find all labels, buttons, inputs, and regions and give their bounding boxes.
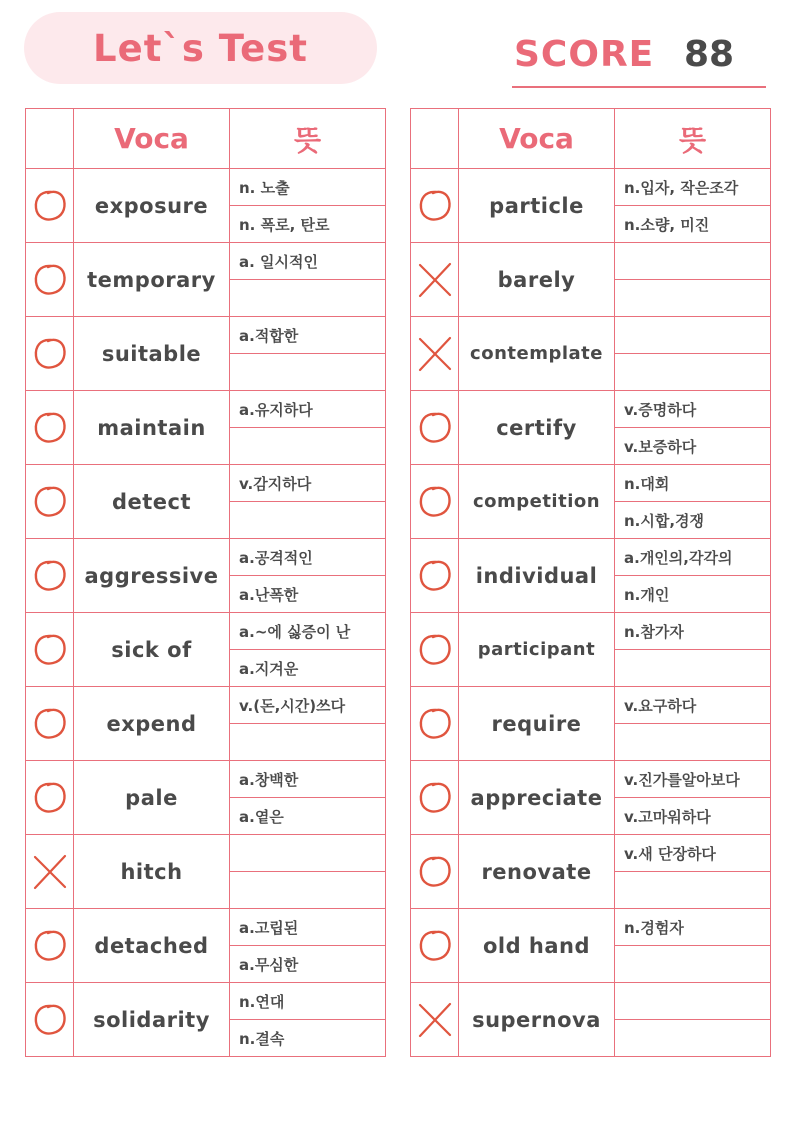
vocab-row [26, 391, 386, 428]
correct-mark-icon [411, 539, 459, 613]
meaning-line-2 [230, 354, 386, 391]
correct-mark-icon [26, 169, 74, 243]
vocab-word: expend [74, 687, 230, 761]
meaning-line-2 [230, 724, 386, 761]
meaning-line-2: v.보증하다 [615, 428, 771, 465]
vocab-word: appreciate [459, 761, 615, 835]
vocab-word: solidarity [74, 983, 230, 1057]
correct-mark-icon [26, 465, 74, 539]
vocab-row [26, 687, 386, 724]
vocab-row [411, 169, 771, 206]
meaning-line-2 [615, 650, 771, 687]
meaning-line-2 [615, 1020, 771, 1057]
meaning-line-2: n.개인 [615, 576, 771, 613]
meaning-line-1: a. 일시적인 [230, 243, 386, 280]
correct-mark-icon [26, 391, 74, 465]
meaning-line-1: v.진가를알아보다 [615, 761, 771, 798]
vocab-row [26, 613, 386, 650]
meaning-line-1: v.(돈,시간)쓰다 [230, 687, 386, 724]
vocab-row [411, 317, 771, 354]
vocab-row [26, 317, 386, 354]
vocab-word: certify [459, 391, 615, 465]
vocab-word: sick of [74, 613, 230, 687]
vocab-word: maintain [74, 391, 230, 465]
vocab-table-right [410, 108, 771, 1057]
score-box [512, 30, 766, 88]
meaning-line-2: a.지겨운 [230, 650, 386, 687]
meaning-line-2: n.소량, 미진 [615, 206, 771, 243]
vocab-table-left [25, 108, 386, 1057]
vocab-row [26, 835, 386, 872]
correct-mark-icon [411, 835, 459, 909]
vocab-word: competition [459, 465, 615, 539]
vocab-row [411, 465, 771, 502]
wrong-mark-icon [411, 317, 459, 391]
correct-mark-icon [26, 909, 74, 983]
meaning-line-2: n.시합,경쟁 [615, 502, 771, 539]
meaning-line-1: v.감지하다 [230, 465, 386, 502]
meaning-line-2: n. 폭로, 탄로 [230, 206, 386, 243]
vocab-row [411, 761, 771, 798]
correct-mark-icon [411, 909, 459, 983]
meaning-line-1: n. 노출 [230, 169, 386, 206]
vocab-row [411, 243, 771, 280]
vocab-word: hitch [74, 835, 230, 909]
meaning-line-1: a.유지하다 [230, 391, 386, 428]
vocab-row [411, 613, 771, 650]
mark-header-cell [26, 109, 74, 169]
vocab-word: supernova [459, 983, 615, 1057]
correct-mark-icon [411, 465, 459, 539]
vocab-row [411, 391, 771, 428]
mark-header-cell [411, 109, 459, 169]
vocab-word: old hand [459, 909, 615, 983]
score-value: 88 [684, 34, 735, 75]
correct-mark-icon [26, 539, 74, 613]
meaning-line-1: a.고립된 [230, 909, 386, 946]
meaning-line-2: v.고마워하다 [615, 798, 771, 835]
meaning-line-2: a.무심한 [230, 946, 386, 983]
meaning-line-1: n.대회 [615, 465, 771, 502]
meaning-line-1 [615, 317, 771, 354]
meaning-line-1: a.적합한 [230, 317, 386, 354]
vocab-row [26, 539, 386, 576]
vocab-row [411, 687, 771, 724]
wrong-mark-icon [26, 835, 74, 909]
meaning-line-2: a.난폭한 [230, 576, 386, 613]
voca-header: Voca [74, 109, 230, 169]
meaning-line-1: a.창백한 [230, 761, 386, 798]
vocab-word: contemplate [459, 317, 615, 391]
vocab-word: particle [459, 169, 615, 243]
table-header-row [26, 109, 386, 169]
vocab-word: aggressive [74, 539, 230, 613]
meaning-line-1: n.연대 [230, 983, 386, 1020]
vocab-row [411, 983, 771, 1020]
vocab-word: temporary [74, 243, 230, 317]
vocab-word: require [459, 687, 615, 761]
vocab-row [411, 539, 771, 576]
vocab-row [26, 761, 386, 798]
vocab-row [26, 243, 386, 280]
meaning-line-2 [615, 354, 771, 391]
meaning-line-1: n.입자, 작은조각 [615, 169, 771, 206]
vocab-word: exposure [74, 169, 230, 243]
vocab-row [26, 169, 386, 206]
meaning-line-1: a.~에 싫증이 난 [230, 613, 386, 650]
vocab-row [26, 983, 386, 1020]
meaning-line-1 [615, 983, 771, 1020]
meaning-line-1: v.증명하다 [615, 391, 771, 428]
correct-mark-icon [411, 687, 459, 761]
vocab-row [26, 465, 386, 502]
correct-mark-icon [26, 761, 74, 835]
vocab-row [411, 909, 771, 946]
vocab-word: participant [459, 613, 615, 687]
meaning-line-1 [230, 835, 386, 872]
score-label: SCORE [514, 34, 655, 75]
meaning-line-1 [615, 243, 771, 280]
wrong-mark-icon [411, 983, 459, 1057]
vocab-word: individual [459, 539, 615, 613]
vocab-word: renovate [459, 835, 615, 909]
correct-mark-icon [26, 983, 74, 1057]
correct-mark-icon [26, 687, 74, 761]
correct-mark-icon [411, 169, 459, 243]
meaning-line-1: a.개인의,각각의 [615, 539, 771, 576]
vocab-word: barely [459, 243, 615, 317]
vocab-word: pale [74, 761, 230, 835]
meaning-line-2 [615, 724, 771, 761]
vocab-row [26, 909, 386, 946]
wrong-mark-icon [411, 243, 459, 317]
meaning-line-2 [230, 280, 386, 317]
meaning-line-2 [615, 946, 771, 983]
meaning-line-1: v.요구하다 [615, 687, 771, 724]
meaning-line-2 [230, 872, 386, 909]
title-pill [24, 12, 377, 84]
meaning-header: 뜻 [615, 109, 771, 169]
vocab-word: detached [74, 909, 230, 983]
vocab-word: suitable [74, 317, 230, 391]
correct-mark-icon [26, 317, 74, 391]
meaning-line-1: v.새 단장하다 [615, 835, 771, 872]
correct-mark-icon [411, 761, 459, 835]
correct-mark-icon [26, 613, 74, 687]
meaning-line-2 [230, 502, 386, 539]
meaning-line-2: n.결속 [230, 1020, 386, 1057]
meaning-header: 뜻 [230, 109, 386, 169]
meaning-line-2: a.옅은 [230, 798, 386, 835]
vocab-row [411, 835, 771, 872]
meaning-line-1: n.참가자 [615, 613, 771, 650]
vocab-word: detect [74, 465, 230, 539]
voca-header: Voca [459, 109, 615, 169]
meaning-line-2 [615, 280, 771, 317]
correct-mark-icon [26, 243, 74, 317]
table-header-row [411, 109, 771, 169]
meaning-line-1: n.경험자 [615, 909, 771, 946]
correct-mark-icon [411, 613, 459, 687]
meaning-line-2 [615, 872, 771, 909]
meaning-line-2 [230, 428, 386, 465]
correct-mark-icon [411, 391, 459, 465]
meaning-line-1: a.공격적인 [230, 539, 386, 576]
page-title: Let`s Test [93, 26, 308, 70]
